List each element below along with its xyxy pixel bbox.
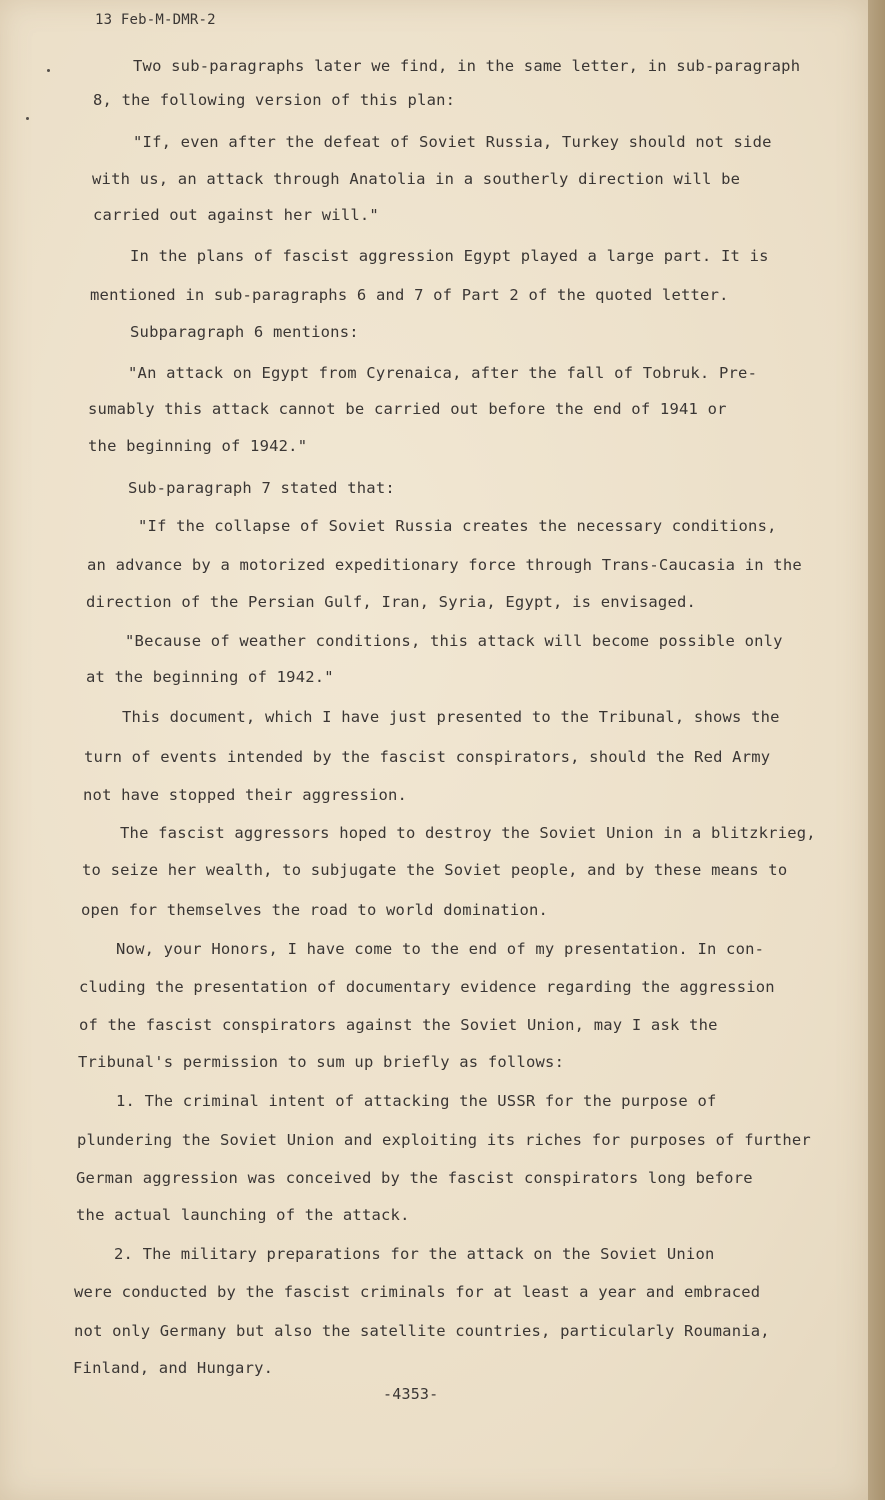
text-line: not only Germany but also the satellite countries, particularly Roumania,	[74, 1322, 770, 1340]
text-line: This document, which I have just presented to the Tribunal, shows the	[122, 708, 780, 726]
text-line: the actual launching of the attack.	[76, 1206, 410, 1224]
document-header: 13 Feb-M-DMR-2	[95, 12, 216, 28]
text-line: Finland, and Hungary.	[73, 1359, 274, 1377]
page-edge	[868, 0, 885, 1500]
text-line: Sub-paragraph 7 stated that:	[128, 479, 395, 497]
text-line: Now, your Honors, I have come to the end of my presentation. In con-	[116, 940, 765, 958]
ink-speck	[47, 69, 50, 72]
text-line: an advance by a motorized expeditionary force through Trans-Caucasia in the	[87, 556, 802, 574]
text-line: mentioned in sub-paragraphs 6 and 7 of Part 2 of the quoted letter.	[90, 286, 729, 304]
text-line: In the plans of fascist aggression Egypt played a large part. It is	[130, 247, 769, 265]
ink-speck	[26, 117, 29, 120]
text-line: sumably this attack cannot be carried out before the end of 1941 or	[88, 400, 727, 418]
text-line: not have stopped their aggression.	[83, 786, 408, 804]
text-line: turn of events intended by the fascist conspirators, should the Red Army	[84, 748, 771, 766]
text-line: The fascist aggressors hoped to destroy the Soviet Union in a blitzkrieg,	[120, 824, 816, 842]
text-line: "If the collapse of Soviet Russia creates the necessary conditions,	[138, 517, 777, 535]
text-line: of the fascist conspirators against the Soviet Union, may I ask the	[79, 1016, 718, 1034]
text-line: cluding the presentation of documentary evidence regarding the aggression	[79, 978, 775, 996]
text-line: 2. The military preparations for the attack on the Soviet Union	[114, 1245, 715, 1263]
text-line: carried out against her will."	[93, 206, 379, 224]
text-line: "Because of weather conditions, this attack will become possible only	[125, 632, 783, 650]
text-line: plundering the Soviet Union and exploiting its riches for purposes of further	[77, 1131, 811, 1149]
page-number: -4353-	[383, 1385, 439, 1403]
text-line: Two sub-paragraphs later we find, in the same letter, in sub-paragraph	[133, 57, 801, 75]
text-line: Subparagraph 6 mentions:	[130, 323, 359, 341]
text-line: were conducted by the fascist criminals for at least a year and embraced	[74, 1283, 761, 1301]
text-line: at the beginning of 1942."	[86, 668, 334, 686]
text-line: with us, an attack through Anatolia in a southerly direction will be	[92, 170, 741, 188]
text-line: "An attack on Egypt from Cyrenaica, after the fall of Tobruk. Pre-	[128, 364, 758, 382]
text-line: to seize her wealth, to subjugate the Soviet people, and by these means to	[82, 861, 788, 879]
text-line: 1. The criminal intent of attacking the USSR for the purpose of	[116, 1092, 717, 1110]
text-line: Tribunal's permission to sum up briefly as follows:	[78, 1053, 565, 1071]
text-line: German aggression was conceived by the fascist conspirators long before	[76, 1169, 753, 1187]
text-line: "If, even after the defeat of Soviet Russia, Turkey should not side	[133, 133, 772, 151]
text-line: open for themselves the road to world domination.	[81, 901, 549, 919]
text-line: the beginning of 1942."	[88, 437, 308, 455]
text-line: direction of the Persian Gulf, Iran, Syria, Egypt, is envisaged.	[86, 593, 697, 611]
text-line: 8, the following version of this plan:	[93, 91, 456, 109]
